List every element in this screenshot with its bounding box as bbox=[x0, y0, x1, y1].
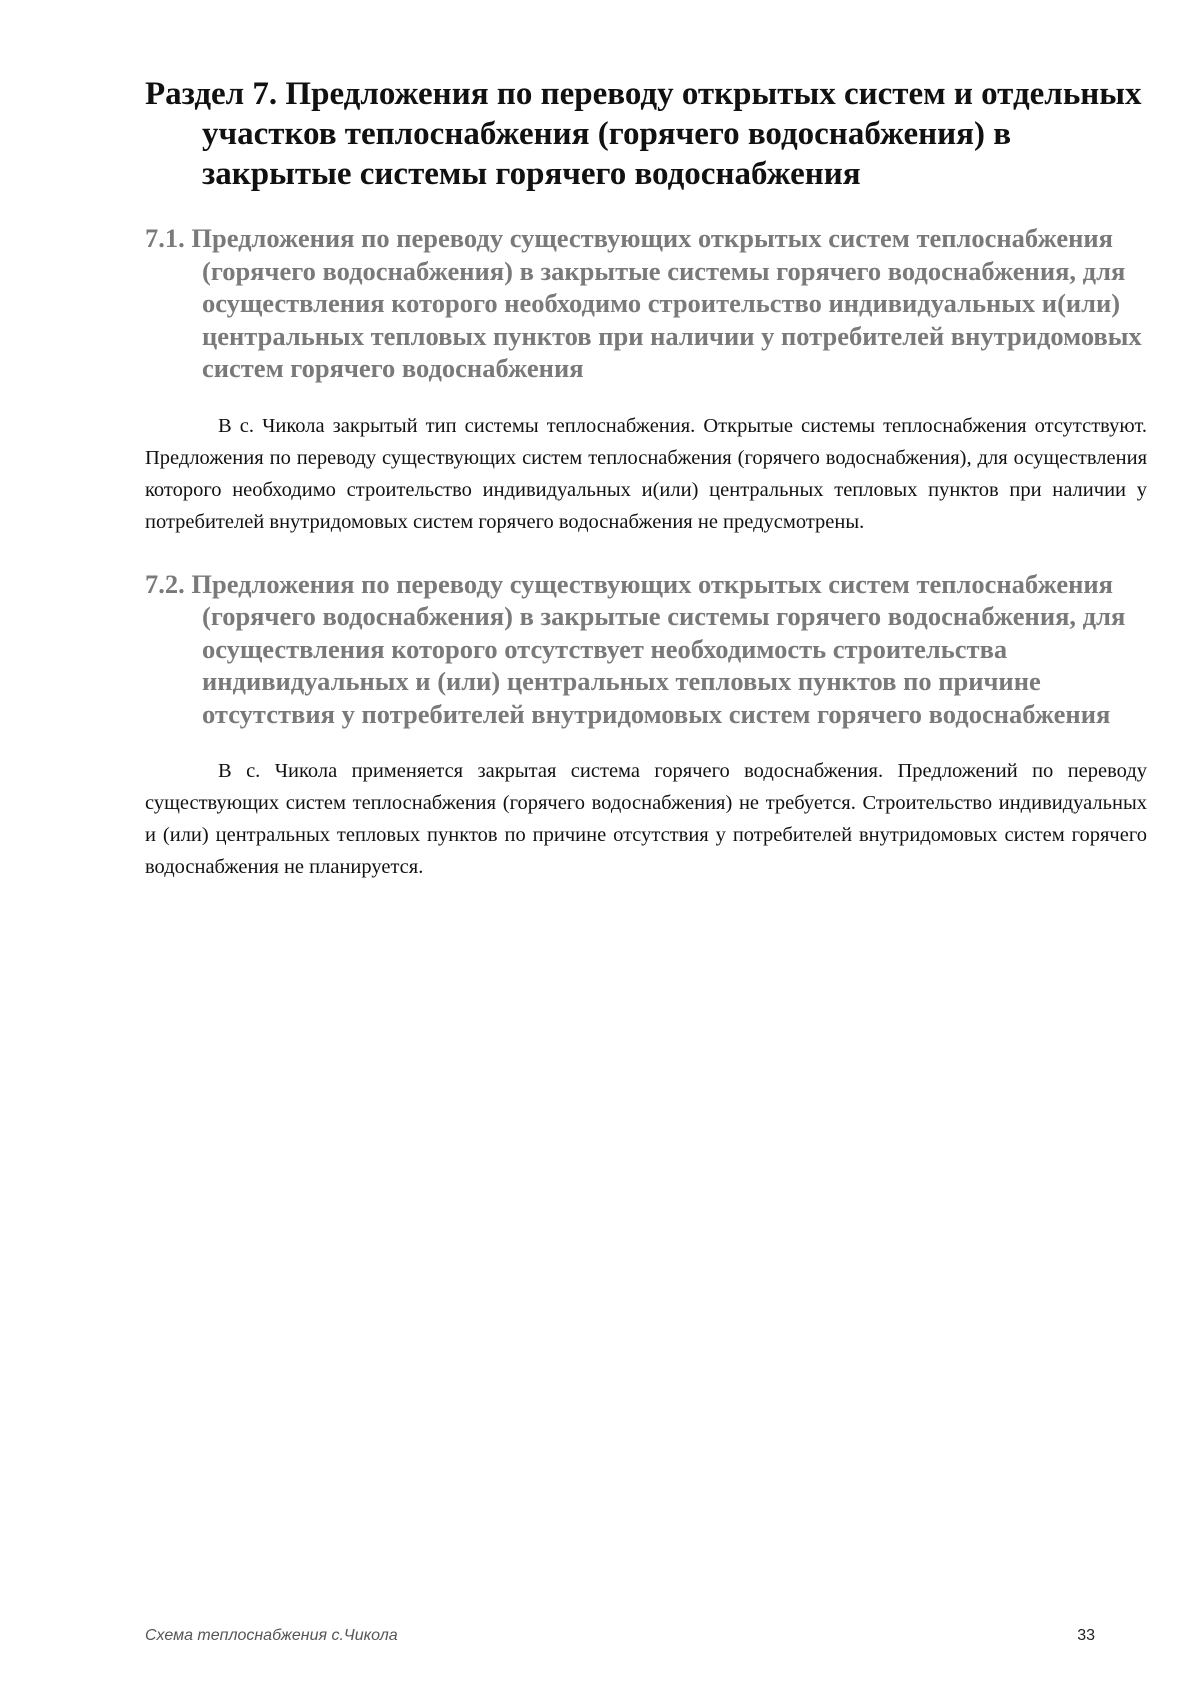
chapter-title: Раздел 7. Предложения по переводу открытых систем и отдельных участков теплоснабжения (горячего водоснабжения) в закрытые системы горячего водоснабжения bbox=[145, 76, 1142, 192]
page-content bbox=[145, 74, 1147, 883]
page-footer bbox=[145, 1627, 1095, 1651]
section-body-7-1: В с. Чикола закрытый тип системы теплоснабжения. Открытые системы теплоснабжения отсутствуют. Предложения по переводу существующих систем теплоснабжения (горячего водоснабжения), для осуществления которого необходимо строительство индивидуальных и(или) центральных тепловых пунктов при наличии у потребителей внутридомовых систем горячего водоснабжения не предусмотрены. bbox=[145, 414, 1147, 533]
page-number: 33 bbox=[1077, 1627, 1095, 1644]
section-body-7-2: В с. Чикола применяется закрытая система горячего водоснабжения. Предложений по переводу существующих систем теплоснабжения (горячего водоснабжения) не требуется. Строительство индивидуальных и (или) центральных тепловых пунктов по причине отсутствия у потребителей внутридомовых систем горячего водоснабжения не планируется. bbox=[145, 760, 1147, 878]
footer-document-title: Схема теплоснабжения с.Чикола bbox=[145, 1627, 398, 1644]
section-heading-7-2: 7.2. Предложения по переводу существующих открытых систем теплоснабжения (горячего водоснабжения) в закрытые системы горячего водоснабжения, для осуществления которого отсутствует необходимость строительства индивидуальных и (или) центральных тепловых пунктов по причине отсутствия у потребителей внутридомовых систем горячего водоснабжения bbox=[145, 568, 1126, 729]
section-heading-7-1: 7.1. Предложения по переводу существующих открытых систем теплоснабжения (горячего водоснабжения) в закрытые системы горячего водоснабжения, для осуществления которого необходимо строительство индивидуальных и(или) центральных тепловых пунктов при наличии у потребителей внутридомовых систем горячего водоснабжения bbox=[145, 223, 1142, 383]
